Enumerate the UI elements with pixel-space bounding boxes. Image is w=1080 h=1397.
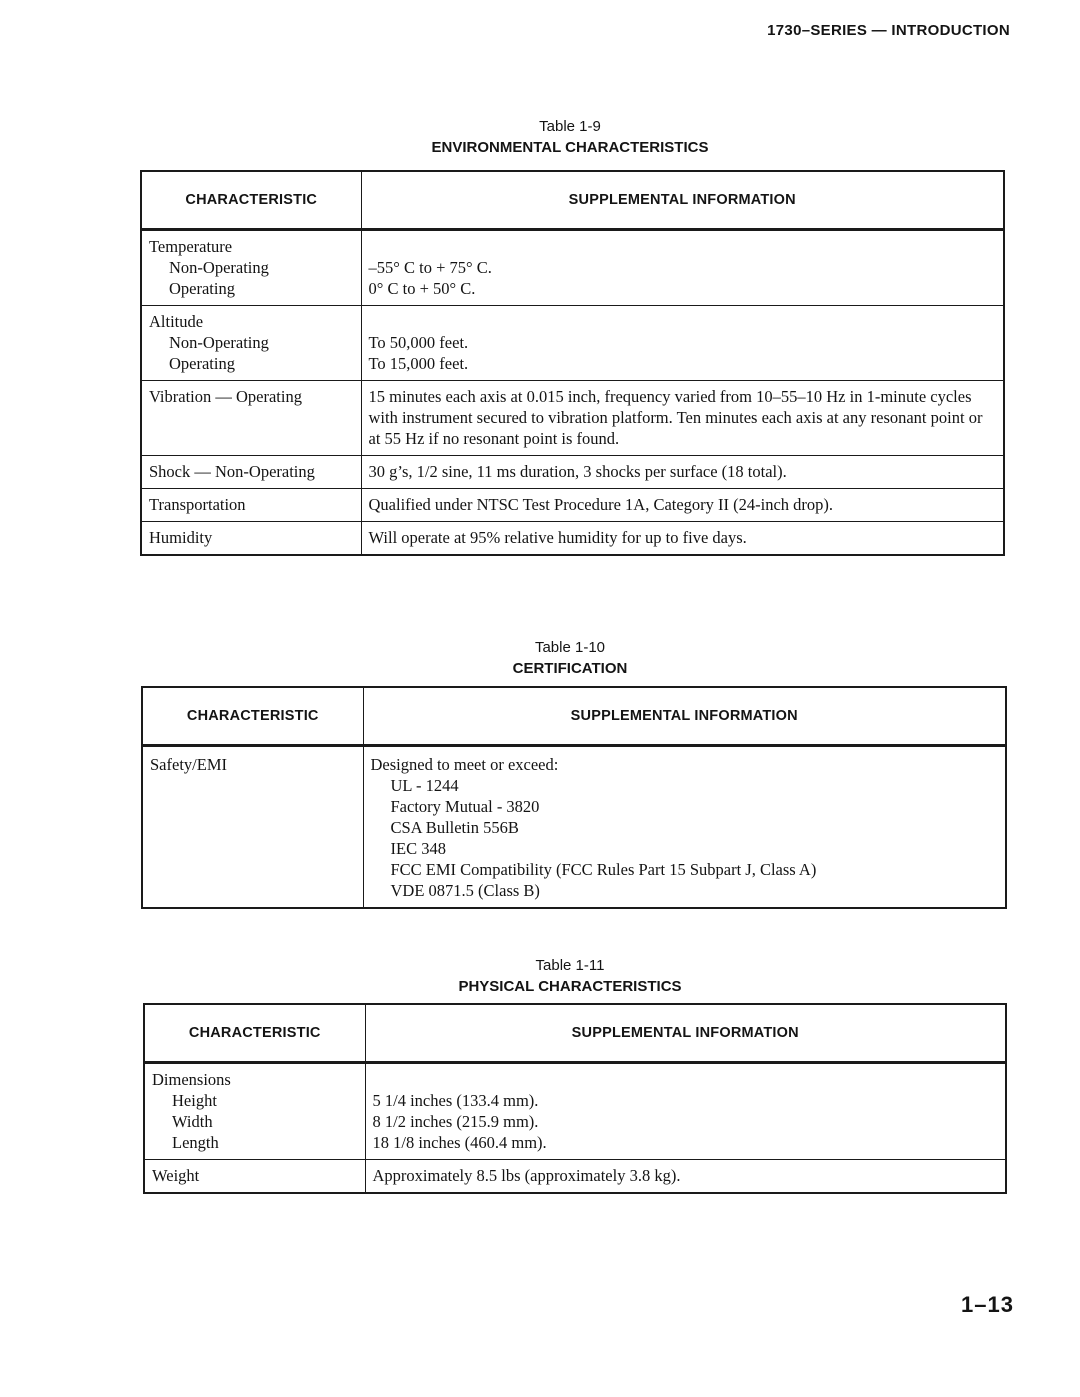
height-value: 5 1/4 inches (133.4 mm).	[372, 1091, 539, 1110]
safety-label: Safety/EMI	[142, 746, 363, 909]
shock-label: Shock — Non-Operating	[141, 456, 361, 489]
dimensions-label: Dimensions	[152, 1070, 231, 1089]
safety-intro: Designed to meet or exceed:	[370, 755, 559, 774]
weight-label: Weight	[144, 1160, 365, 1194]
transportation-label: Transportation	[141, 489, 361, 522]
table11-title: PHYSICAL CHARACTERISTICS	[458, 978, 682, 995]
dimensions-cell	[144, 1063, 365, 1160]
col-supplemental: SUPPLEMENTAL INFORMATION	[361, 171, 1004, 230]
safety-values	[363, 746, 1006, 909]
table10-caption	[0, 637, 1080, 679]
list-item: IEC 348	[390, 839, 446, 858]
table-row	[141, 489, 1004, 522]
table10-number: Table 1-10	[534, 639, 606, 656]
table10-title: CERTIFICATION	[512, 660, 628, 677]
height-label: Height	[172, 1091, 217, 1110]
table9-number: Table 1-9	[539, 118, 601, 135]
width-label: Width	[172, 1112, 213, 1131]
list-item: VDE 0871.5 (Class B)	[390, 881, 540, 900]
table-row	[141, 456, 1004, 489]
table9-title: ENVIRONMENTAL CHARACTERISTICS	[431, 139, 709, 156]
weight-value: Approximately 8.5 lbs (approximately 3.8 kg).	[365, 1160, 1006, 1194]
col-supplemental: SUPPLEMENTAL INFORMATION	[363, 687, 1006, 746]
list-item: FCC EMI Compatibility (FCC Rules Part 15 Subpart J, Class A)	[390, 860, 817, 879]
length-value: 18 1/8 inches (460.4 mm).	[372, 1133, 547, 1152]
table-row	[141, 522, 1004, 556]
table-header-row	[141, 171, 1004, 230]
altitude-op-label: Operating	[169, 354, 235, 373]
table-row	[144, 1160, 1006, 1194]
temperature-cell	[141, 230, 361, 306]
col-supplemental: SUPPLEMENTAL INFORMATION	[365, 1004, 1006, 1063]
vibration-value: 15 minutes each axis at 0.015 inch, frequency varied from 10–55–10 Hz in 1-minute cycles with instrument secured to vibration platform. Ten minutes each axis at any resonant point or at 55 Hz if no resonant point is found.	[361, 381, 1004, 456]
temperature-values	[361, 230, 1004, 306]
list-item: UL - 1244	[390, 776, 459, 795]
altitude-cell	[141, 306, 361, 381]
table9-caption	[0, 116, 1080, 158]
humidity-value: Will operate at 95% relative humidity for up to five days.	[361, 522, 1004, 556]
altitude-label: Altitude	[149, 312, 204, 331]
list-item: Factory Mutual - 3820	[390, 797, 540, 816]
shock-value: 30 g’s, 1/2 sine, 11 ms duration, 3 shocks per surface (18 total).	[361, 456, 1004, 489]
table-row	[141, 306, 1004, 381]
vibration-label: Vibration — Operating	[141, 381, 361, 456]
altitude-op-value: To 15,000 feet.	[368, 354, 469, 373]
environmental-table	[140, 170, 1005, 556]
physical-table	[143, 1003, 1007, 1194]
length-label: Length	[172, 1133, 219, 1152]
page-number: 1–13	[961, 1292, 1014, 1317]
temperature-op-value: 0° C to + 50° C.	[368, 279, 476, 298]
table11-caption	[0, 955, 1080, 997]
width-value: 8 1/2 inches (215.9 mm).	[372, 1112, 539, 1131]
dimensions-values	[365, 1063, 1006, 1160]
table-row	[142, 746, 1006, 909]
table-row	[141, 381, 1004, 456]
temperature-nonop-value: –55° C to + 75° C.	[368, 258, 492, 277]
altitude-nonop-value: To 50,000 feet.	[368, 333, 469, 352]
table-header-row	[142, 687, 1006, 746]
table-header-row	[144, 1004, 1006, 1063]
transportation-value: Qualified under NTSC Test Procedure 1A, Category II (24-inch drop).	[361, 489, 1004, 522]
altitude-nonop-label: Non-Operating	[169, 333, 269, 352]
table-row	[144, 1063, 1006, 1160]
list-item: CSA Bulletin 556B	[390, 818, 519, 837]
col-characteristic: CHARACTERISTIC	[142, 687, 363, 746]
temperature-nonop-label: Non-Operating	[169, 258, 269, 277]
temperature-label: Temperature	[149, 237, 233, 256]
table-row	[141, 230, 1004, 306]
certification-table	[141, 686, 1007, 909]
temperature-op-label: Operating	[169, 279, 235, 298]
humidity-label: Humidity	[141, 522, 361, 556]
col-characteristic: CHARACTERISTIC	[144, 1004, 365, 1063]
running-head: 1730–SERIES — INTRODUCTION	[767, 22, 1010, 39]
table11-number: Table 1-11	[535, 957, 605, 974]
col-characteristic: CHARACTERISTIC	[141, 171, 361, 230]
altitude-values	[361, 306, 1004, 381]
